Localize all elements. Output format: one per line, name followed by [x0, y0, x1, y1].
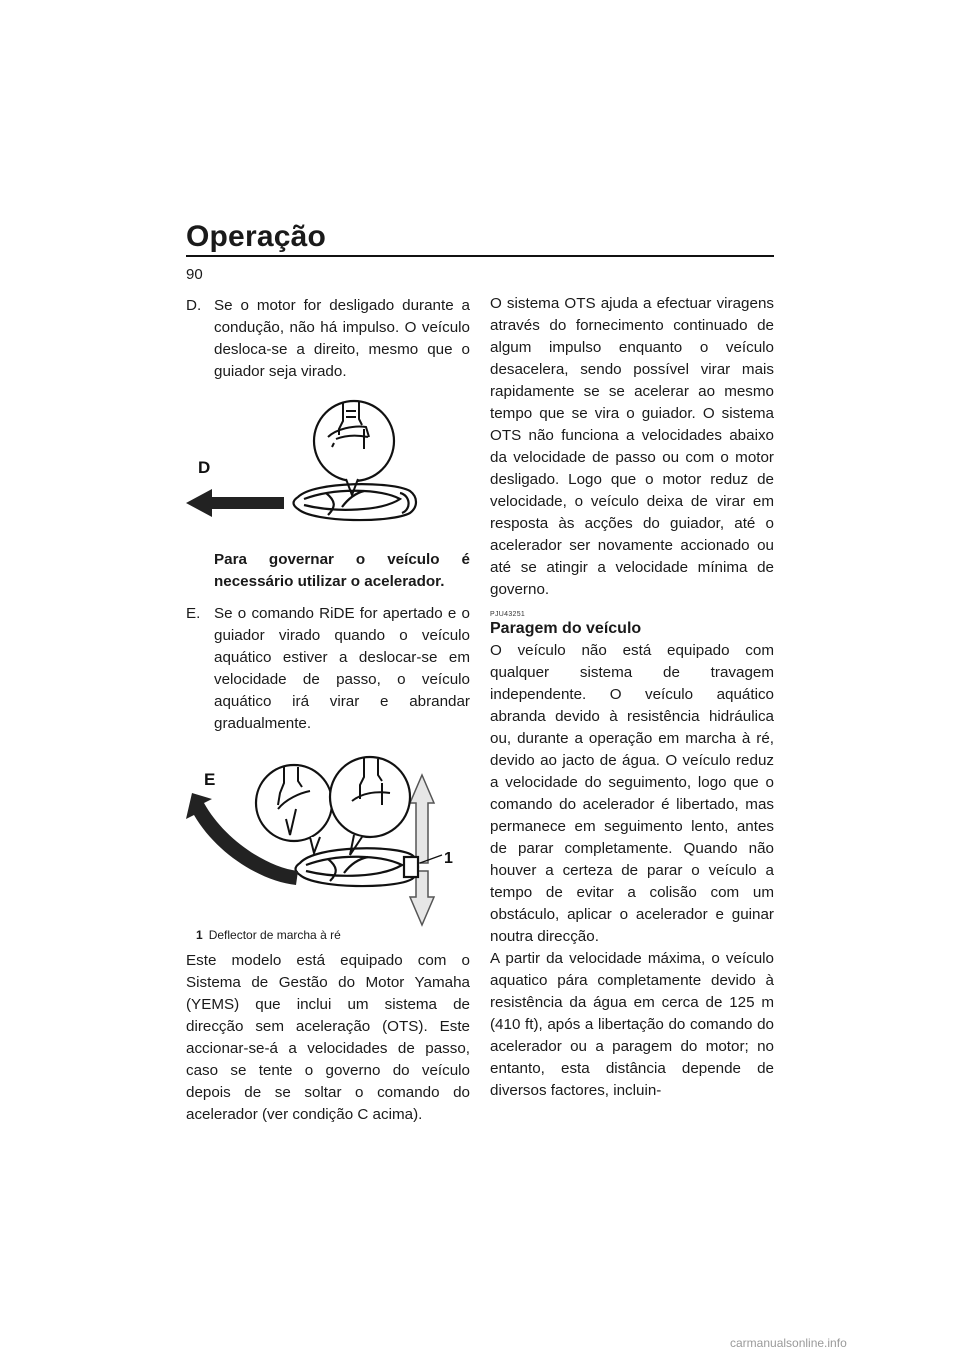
- item-e-text: Se o comando RiDE for apertado e o guiador virado quando o veículo aquático estiver a deslocar-se em velocidade de passo, o veículo aquático irá virar e abrandar gradualmente.: [214, 605, 470, 732]
- caption-number: 1: [196, 928, 203, 942]
- figure-caption: [196, 927, 470, 943]
- watermark: carmanualsonline.info: [730, 1336, 847, 1350]
- figure-d-label: D: [198, 458, 211, 477]
- figure-e-label: E: [204, 770, 216, 789]
- paragraph-ots: O sistema OTS ajuda a efectuar viragens através do fornecimento continuado de algum impulso enquanto o veículo desacelera, sendo possível virar mais rapidamente se se acelerar ao mesmo tempo que se vira o guiador. O sistema OTS não funciona a velocidades abaixo da velocidade de passo ou com o motor desligado. Logo que o motor reduz de velocidade, o veículo deixa de virar em resposta às acções do guiador, até o acelerador ser novamente accionado ou até se atingir a velocidade mínima de governo.: [490, 295, 774, 598]
- item-d-text: Se o motor for desligado durante a condução, não há impulso. O veículo desloca-se a direito, mesmo que o guiador seja virado.: [214, 297, 470, 380]
- figure-e-illustration: [186, 739, 470, 927]
- list-item-e: [186, 603, 470, 735]
- figure-d-illustration: [186, 389, 470, 539]
- item-d-letter: D.: [186, 297, 202, 314]
- caption-text: Deflector de marcha à ré: [208, 928, 341, 942]
- paragraph-stopping-2: A partir da velocidade máxima, o veículo aquatico pára completamente devido à resistência da água em cerca de 125 m (410 ft), após a libertação do comando do acelerador ou a paragem do motor; no entanto, esta distância depende de diversos factores, incluin-: [490, 950, 774, 1099]
- note-throttle-required: Para governar o veículo é necessário utilizar o acelerador.: [214, 551, 470, 590]
- figure-d: [186, 389, 470, 539]
- paragraph-stopping-1: O veículo não está equipado com qualquer sistema de travagem independente. O veículo aquático abranda devido à resistência hidráulica ou, durante a operação em marcha à ré, devido ao jacto de água. O veículo reduz a velocidade do seguimento, logo que o comando do acelerador é libertado, mas permanece em seguimento lento, antes de parar completamente. Quando não houver a certeza de parar o veículo a tempo de evitar a colisão com um obstáculo, aplicar o acelerador e guinar noutra direcção.: [490, 642, 774, 945]
- title-rule: [186, 255, 774, 257]
- page-number: 90: [186, 266, 203, 283]
- left-column: [186, 295, 470, 1126]
- list-item-d: [186, 295, 470, 383]
- figure-e: [186, 739, 470, 927]
- section-title: Operação: [186, 220, 326, 253]
- right-column: [490, 293, 774, 1102]
- subheading-stopping: Paragem do veículo: [490, 620, 642, 637]
- item-e-letter: E.: [186, 605, 201, 622]
- paragraph-yems: Este modelo está equipado com o Sistema de Gestão do Motor Yamaha (YEMS) que inclui um sistema de direcção sem aceleração (OTS). Este accionar-se-á a velocidades de passo, caso se tente o governo do veículo depois de se soltar o comando do acelerador (ver condição C acima).: [186, 952, 470, 1123]
- figure-e-callout-number: 1: [444, 850, 453, 867]
- document-code: PJU43251: [490, 611, 526, 618]
